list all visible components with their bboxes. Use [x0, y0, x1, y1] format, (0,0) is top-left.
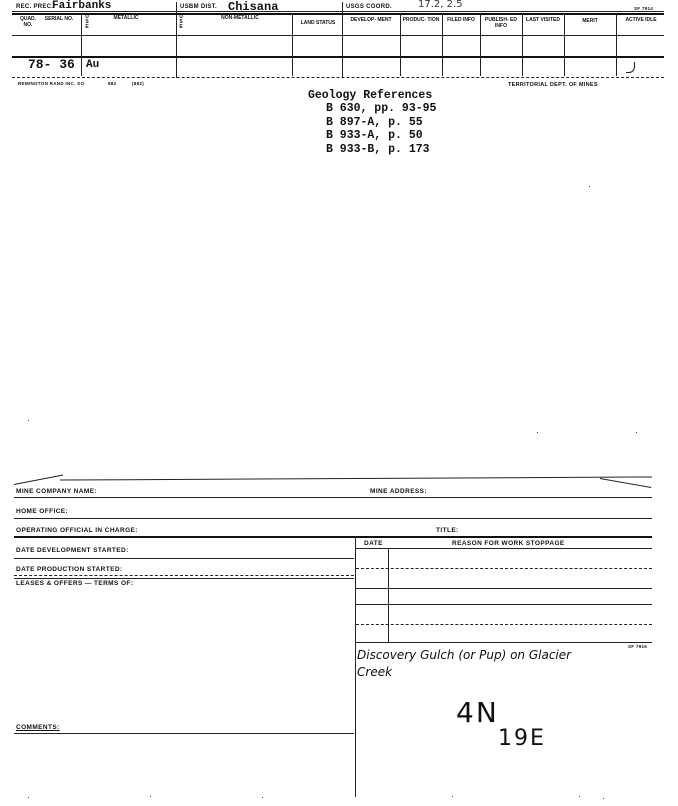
- mine-address-label: MINE ADDRESS:: [370, 488, 427, 495]
- col-development: DEVELOP- MENT: [350, 17, 392, 23]
- usgs-coord-label: USGS COORD.: [346, 4, 392, 10]
- metallic-value: Au: [86, 59, 100, 71]
- col-active-idle: ACTIVE IDLE: [625, 17, 657, 23]
- col-land-status: LAND STATUS: [300, 20, 336, 26]
- location-handwriting-2: Creek: [357, 665, 393, 679]
- reference-item: B 933-B, p. 173: [326, 142, 430, 156]
- date-development-label: DATE DEVELOPMENT STARTED:: [16, 547, 129, 554]
- printer-code: 882: [108, 81, 117, 86]
- printer-code-2: (882): [132, 81, 145, 86]
- location-handwriting-1: Discovery Gulch (or Pup) on Glacier: [357, 648, 572, 662]
- rec-prec-value: Fairbanks: [52, 0, 112, 12]
- col-non-metallic: NON-METALLIC: [221, 15, 259, 21]
- col-use-nonmetallic: U S E: [179, 14, 183, 30]
- reason-col-label: REASON FOR WORK STOPPAGE: [452, 540, 565, 547]
- quad-serial-value: 78- 36: [28, 57, 75, 72]
- geology-references: [308, 89, 436, 156]
- form-code-bottom: SF 7915: [628, 644, 648, 649]
- col-filed-info: FILED INFO: [447, 17, 475, 23]
- reference-item: B 630, pp. 93-95: [326, 102, 437, 115]
- date-production-label: DATE PRODUCTION STARTED:: [16, 566, 123, 573]
- title-label: TITLE:: [436, 527, 459, 534]
- date-col-label: DATE: [364, 540, 383, 547]
- usgs-coord-value: 17.2, 2.5: [418, 0, 463, 10]
- leases-label: LEASES & OFFERS — TERMS OF:: [16, 580, 134, 587]
- mine-company-label: MINE COMPANY NAME:: [16, 488, 97, 495]
- form-code-top: SF 7914: [634, 6, 654, 11]
- operating-official-label: OPERATING OFFICIAL IN CHARGE:: [16, 527, 138, 534]
- col-published-info: PUBLISH- ED INFO: [485, 17, 517, 29]
- usbm-dist-label: USBM DIST.: [180, 4, 218, 10]
- township-handwriting: 4N: [456, 696, 499, 729]
- col-production: PRODUC- TION: [402, 17, 440, 23]
- comments-label: COMMENTS:: [16, 724, 60, 731]
- active-idle-mark: [626, 62, 635, 73]
- home-office-label: HOME OFFICE:: [16, 508, 69, 515]
- reference-item: B 897-A, p. 55: [326, 115, 423, 129]
- printer-note: REMINGTON RAND INC. SO: [18, 81, 85, 86]
- rec-prec-label: REC. PREC.: [16, 4, 54, 10]
- range-handwriting: 19E: [498, 726, 546, 751]
- col-serial-no: SERIAL NO.: [44, 16, 74, 22]
- references-heading: Geology References: [308, 89, 433, 102]
- col-quad-no: QUAD. NO.: [19, 16, 37, 28]
- reference-item: B 933-A, p. 50: [326, 129, 423, 142]
- usbm-dist-value: Chisana: [228, 0, 279, 14]
- department-label: TERRITORIAL DEPT. OF MINES: [508, 82, 598, 88]
- col-use-metallic: U S E: [85, 14, 89, 30]
- col-metallic: METALLIC: [113, 15, 139, 21]
- col-last-visited: LAST VISITED: [526, 17, 560, 23]
- col-merit: MERIT: [582, 18, 598, 24]
